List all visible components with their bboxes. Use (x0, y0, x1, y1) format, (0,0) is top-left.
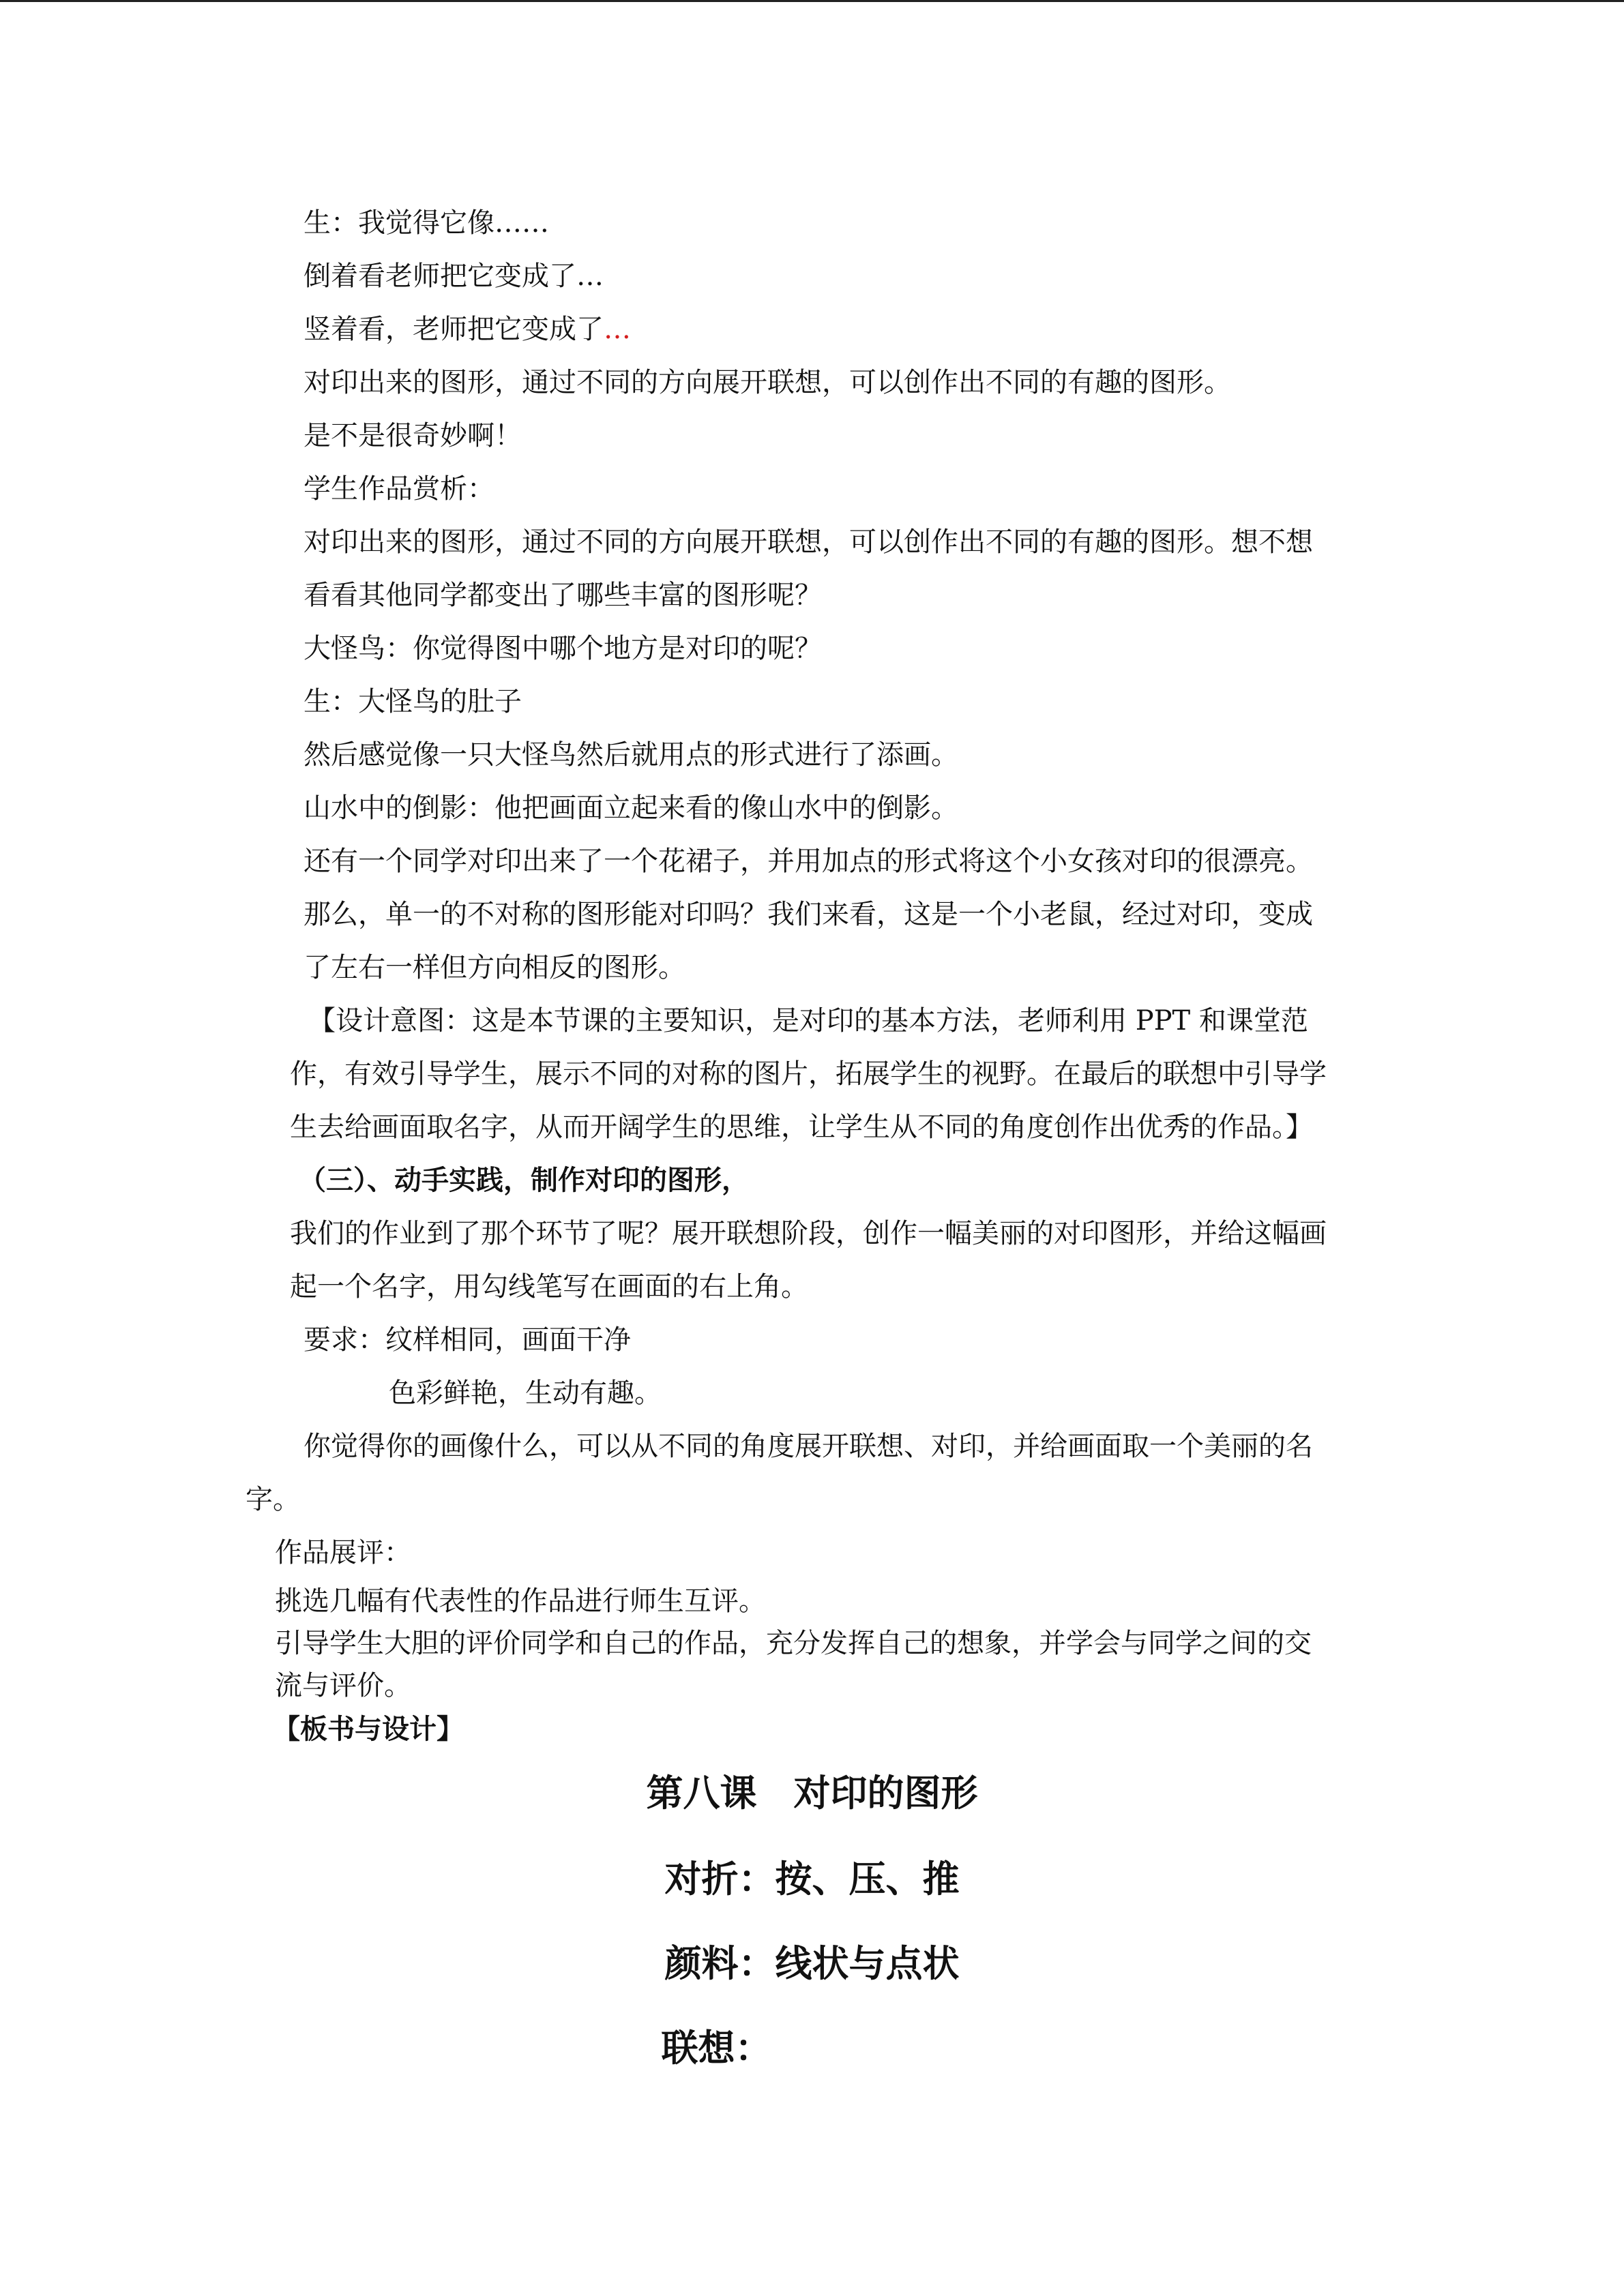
text-line-3 (304, 312, 631, 347)
page-top-border (0, 0, 1624, 2)
text-line-10: 生：大怪鸟的肚子 (304, 686, 522, 717)
section-heading-practice: （三）、动手实践，制作对印的图形， (299, 1164, 749, 1196)
text-line-2: 倒着看老师把它变成了… (304, 260, 604, 292)
design-intent-line-2: 作，有效引导学生，展示不同的对称的图片，拓展学生的视野。在最后的联想中引导学 (290, 1058, 1327, 1090)
text-line-13: 还有一个同学对印出来了一个花裙子，并用加点的形式将这个小女孩对印的很漂亮。 (304, 846, 1313, 877)
board-title: 第八课 对印的图形 (646, 1771, 978, 1815)
text-line-15: 了左右一样但方向相反的图形。 (304, 952, 685, 983)
text-line-12: 山水中的倒影：他把画面立起来看的像山水中的倒影。 (304, 792, 958, 824)
red-ellipsis: … (604, 314, 631, 345)
text-line-5: 是不是很奇妙啊！ (304, 420, 522, 451)
text-line-14: 那么，单一的不对称的图形能对印吗？我们来看，这是一个小老鼠，经过对印，变成 (304, 899, 1313, 930)
requirement-line-1: 要求：纹样相同，画面干净 (304, 1324, 631, 1356)
board-line-fold: 对折：按、压、推 (664, 1857, 960, 1900)
requirement-line-2: 色彩鲜艳，生动有趣。 (389, 1377, 662, 1409)
text-line-25: 字。 (246, 1484, 300, 1515)
board-line-imagine: 联想： (661, 2026, 772, 2070)
text-line-20: 我们的作业到了那个环节了呢？展开联想阶段，创作一幅美丽的对印图形，并给这幅画 (290, 1218, 1327, 1249)
design-intent-line-1: 【设计意图：这是本节课的主要知识，是对印的基本方法，老师利用 PPT 和课堂范 (308, 1005, 1308, 1037)
section-heading-board: 【板书与设计】 (273, 1713, 464, 1745)
text-line-11: 然后感觉像一只大怪鸟然后就用点的形式进行了添画。 (304, 739, 958, 771)
text-line-26: 作品展评： (275, 1537, 411, 1568)
board-line-paint: 颜料：线状与点状 (664, 1941, 960, 1985)
text-line-7: 对印出来的图形，通过不同的方向展开联想，可以创作出不同的有趣的图形。想不想 (304, 526, 1313, 558)
text-line-4: 对印出来的图形，通过不同的方向展开联想，可以创作出不同的有趣的图形。 (304, 367, 1231, 398)
text-line-21: 起一个名字，用勾线笔写在画面的右上角。 (290, 1271, 808, 1302)
text-line-6: 学生作品赏析： (304, 473, 494, 505)
text-line-8: 看看其他同学都变出了哪些丰富的图形呢？ (304, 580, 822, 611)
text-line-27: 挑选几幅有代表性的作品进行师生互评。 (275, 1585, 766, 1617)
text-line-9: 大怪鸟：你觉得图中哪个地方是对印的呢？ (304, 633, 822, 664)
text-line-3-main: 竖着看，老师把它变成了 (304, 314, 604, 345)
design-intent-line-3: 生去给画面取名字，从而开阔学生的思维，让学生从不同的角度创作出优秀的作品。】 (290, 1112, 1313, 1143)
text-line-1: 生：我觉得它像…… (304, 207, 549, 239)
text-line-24: 你觉得你的画像什么，可以从不同的角度展开联想、对印，并给画面取一个美丽的名 (304, 1431, 1313, 1462)
text-line-29: 流与评价。 (275, 1670, 411, 1701)
text-line-28: 引导学生大胆的评价同学和自己的作品，充分发挥自己的想象，并学会与同学之间的交 (275, 1628, 1312, 1659)
